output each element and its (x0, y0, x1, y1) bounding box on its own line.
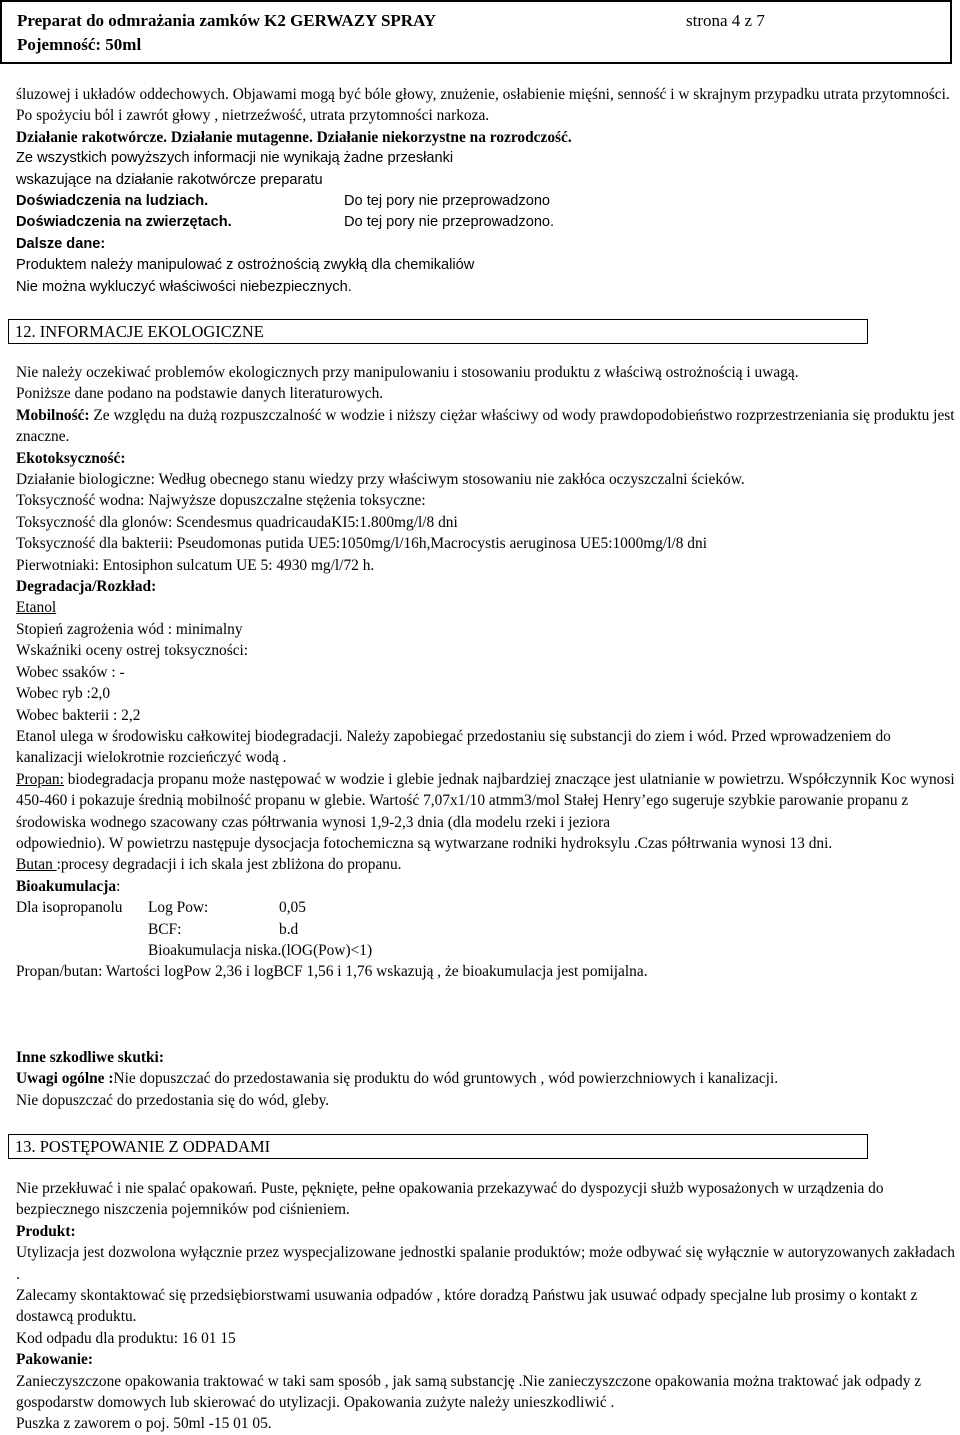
bio-param: Log Pow: (148, 899, 209, 917)
bioaccumulation-heading (16, 876, 956, 897)
animal-experiments-label: Doświadczenia na zwierzętach. (16, 214, 232, 231)
packaging-text: Zanieczyszczone opakowania traktować w taki sam sposób , jak samą substancję .Nie zanieczyszczone opakowania można traktować jak odpady z gospodarstw domowych lub skierować do utylizacji. Opakowania zużyte należy unieszkodliwić . (16, 1372, 922, 1412)
toxicology-section (16, 84, 956, 298)
eco-intro-2: Poniższe dane podano na podstawie danych literaturowych. (16, 385, 384, 403)
effects-heading: Działanie rakotwórcze. Działanie mutagenne. Działanie niekorzystne na rozrodczość. (16, 128, 572, 146)
propane-text: biodegradacja propanu może następować w wodzie i glebie jednak najbardziej znaczące jest ulatnianie w powietrzu. Współczynnik Koc wynosi 450-460 i pokazuje średnią mobilność propanu w glebie. Wartość 7,07x1/10 atmm3/mol Stałej Henry’ego sugeruje szybkie parowanie propanu z środowiska wodnego szacowany czas półtrwania wynosi 1,9-2,3 dnia (dla modelu rzeki i jeziora (16, 770, 955, 831)
animal-experiments-row (16, 212, 956, 233)
further-data-label: Dalsze dane: (16, 235, 106, 252)
bio-value: 0,05 (279, 899, 306, 917)
general-remarks-text: Nie dopuszczać do przedostawania się produktu do wód gruntowych , wód powierzchniowych i kanalizacji. (113, 1070, 779, 1088)
degradation-label: Degradacja/Rozkład: (16, 578, 157, 596)
ethanol-biodegradation: Etanol ulega w środowisku całkowitej biodegradacji. Należy zapobiegać przedostaniu się substancji do ziem i wód. Przed wprowadzeniem do kanalizacji wielokrotnie rozcieńczyć wodą . (16, 727, 891, 767)
general-remarks-2: Nie dopuszczać do przedostania się do wód, gleby. (16, 1091, 330, 1109)
propane-paragraph (16, 769, 956, 833)
bioaccumulation-row (16, 897, 956, 918)
ecotox-line: Toksyczność wodna: Najwyższe dopuszczalne stężenia toksyczne: (16, 492, 426, 510)
product-label: Produkt: (16, 1222, 76, 1240)
ecotox-line: Pierwotniaki: Entosiphon sulcatum UE 5: 4930 mg/l/72 h. (16, 556, 375, 574)
general-remarks (16, 1068, 956, 1089)
ethanol-line: Stopień zagrożenia wód : minimalny (16, 620, 243, 638)
human-experiments-row (16, 191, 956, 212)
general-remarks-label: Uwagi ogólne : (16, 1070, 114, 1088)
ethanol-label: Etanol (16, 599, 57, 617)
bio-note: Bioakumulacja niska.(lOG(Pow)<1) (148, 941, 373, 959)
ecotox-line: Toksyczność dla bakterii: Pseudomonas putida UE5:1050mg/l/16h,Macrocystis aeruginosa UE5:1000mg/l/8 dni (16, 535, 707, 553)
document-title: Preparat do odmrażania zamków K2 GERWAZY SPRAY (17, 11, 437, 30)
mobility-text: Ze względu na dużą rozpuszczalność w wodzie i niższy ciężar właściwy od wody prawdopodobieństwo rozprzestrzeniania się produktu jest znaczne. (16, 406, 955, 446)
ecotox-line: Toksyczność dla glonów: Scendesmus quadricaudaKI5:1.800mg/l/8 dni (16, 513, 458, 531)
product-text-1: Utylizacja jest dozwolona wyłącznie przez wyspecjalizowane jednostki spalanie produktów; może odbywać się wyłącznie w autoryzowanych zakładach . (16, 1244, 955, 1283)
section-12-heading: 12. INFORMACJE EKOLOGICZNE (8, 319, 868, 344)
waste-code: Kod odpadu dla produktu: 16 01 15 (16, 1329, 236, 1347)
butane-paragraph (16, 854, 956, 875)
further-data-line-2: Nie można wykluczyć właściwości niebezpiecznych. (16, 278, 352, 295)
bioaccumulation-row (16, 919, 956, 940)
further-data-line-1: Produktem należy manipulować z ostrożnością zwykłą dla chemikaliów (16, 257, 475, 274)
butane-text: :procesy degradacji i ich skala jest zbliżona do propanu. (56, 856, 402, 874)
packaging-label: Pakowanie: (16, 1351, 93, 1369)
bioaccumulation-row (16, 940, 956, 961)
ethanol-line: Wskaźniki oceny ostrej toksyczności: (16, 642, 249, 660)
bio-value: b.d (279, 920, 299, 938)
ethanol-line: Wobec ssaków : - (16, 663, 125, 681)
effects-line-2: wskazujące na działanie rakotwórcze preparatu (16, 171, 323, 188)
bio-substance: Dla isopropanolu (16, 899, 123, 917)
ethanol-line: Wobec ryb :2,0 (16, 685, 111, 703)
other-effects-label: Inne szkodliwe skutki: (16, 1049, 164, 1066)
bioaccumulation-label: Bioakumulacja (16, 877, 117, 895)
bioaccumulation-table (16, 897, 956, 961)
product-text-2: Zalecamy skontaktować się przedsiębiorstwami usuwania odpadów , które doradzą Państwu jak usuwać odpady specjalne lub prosimy o kontakt z dostawcą produktu. (16, 1287, 918, 1326)
document-header (0, 0, 952, 64)
section-12-body (16, 362, 956, 983)
closure-text: Puszka z zaworem o poj. 50ml -15 01 05. (16, 1415, 272, 1433)
propane-label: Propan: (16, 770, 64, 788)
ecotox-line: Działanie biologiczne: Według obecnego stanu wiedzy przy właściwym stosowaniu nie zakłóca oczyszczalni ścieków. (16, 471, 745, 489)
propane-butane-note: Propan/butan: Wartości logPow 2,36 i logBCF 1,56 i 1,76 wskazują , że bioakumulacja jest pomijalna. (16, 963, 648, 981)
human-experiments-value: Do tej pory nie przeprowadzono (344, 193, 551, 210)
bio-param: BCF: (148, 920, 182, 938)
symptoms-paragraph: śluzowej i układów oddechowych. Objawami mogą być bóle głowy, znużenie, osłabienie mięśni, senność i w skrajnym przypadku utrata przytomności. Po spożyciu ból i zawrót głowy , nietrzeźwość, utrata przytomności narkoza. (16, 86, 950, 125)
bioaccumulation-colon: : (116, 877, 121, 895)
butane-label: Butan (16, 856, 57, 874)
other-effects-block (16, 1047, 956, 1111)
product-capacity: Pojemność: 50ml (17, 35, 142, 54)
effects-line-1: Ze wszystkich powyższych informacji nie wynikają żadne przesłanki (16, 150, 454, 167)
animal-experiments-value: Do tej pory nie przeprowadzono. (344, 214, 555, 231)
waste-intro: Nie przekłuwać i nie spalać opakowań. Puste, pęknięte, pełne opakowania przekazywać do dyspozycji służb wyposażonych w urządzenia do bezpiecznego niszczenia pojemników pod ciśnieniem. (16, 1180, 884, 1219)
section-13-heading: 13. POSTĘPOWANIE Z ODPADAMI (8, 1134, 868, 1159)
section-13-body (16, 1178, 956, 1435)
mobility-label: Mobilność: (16, 406, 90, 424)
ecotoxicity-label: Ekotoksyczność: (16, 449, 126, 467)
page-number: strona 4 z 7 (686, 11, 765, 30)
ethanol-line: Wobec bakterii : 2,2 (16, 706, 141, 724)
mobility-paragraph (16, 405, 956, 448)
eco-intro-1: Nie należy oczekiwać problemów ekologicznych przy manipulowaniu i stosowaniu produktu z właściwą ostrożnością i uwagą. (16, 364, 799, 381)
human-experiments-label: Doświadczenia na ludziach. (16, 193, 209, 210)
propane-paragraph-2: odpowiednio). W powietrzu następuje dysocjacja fotochemiczna są wytwarzane rodniki hydroksylu .Czas półtrwania wynosi 13 dni. (16, 834, 833, 852)
